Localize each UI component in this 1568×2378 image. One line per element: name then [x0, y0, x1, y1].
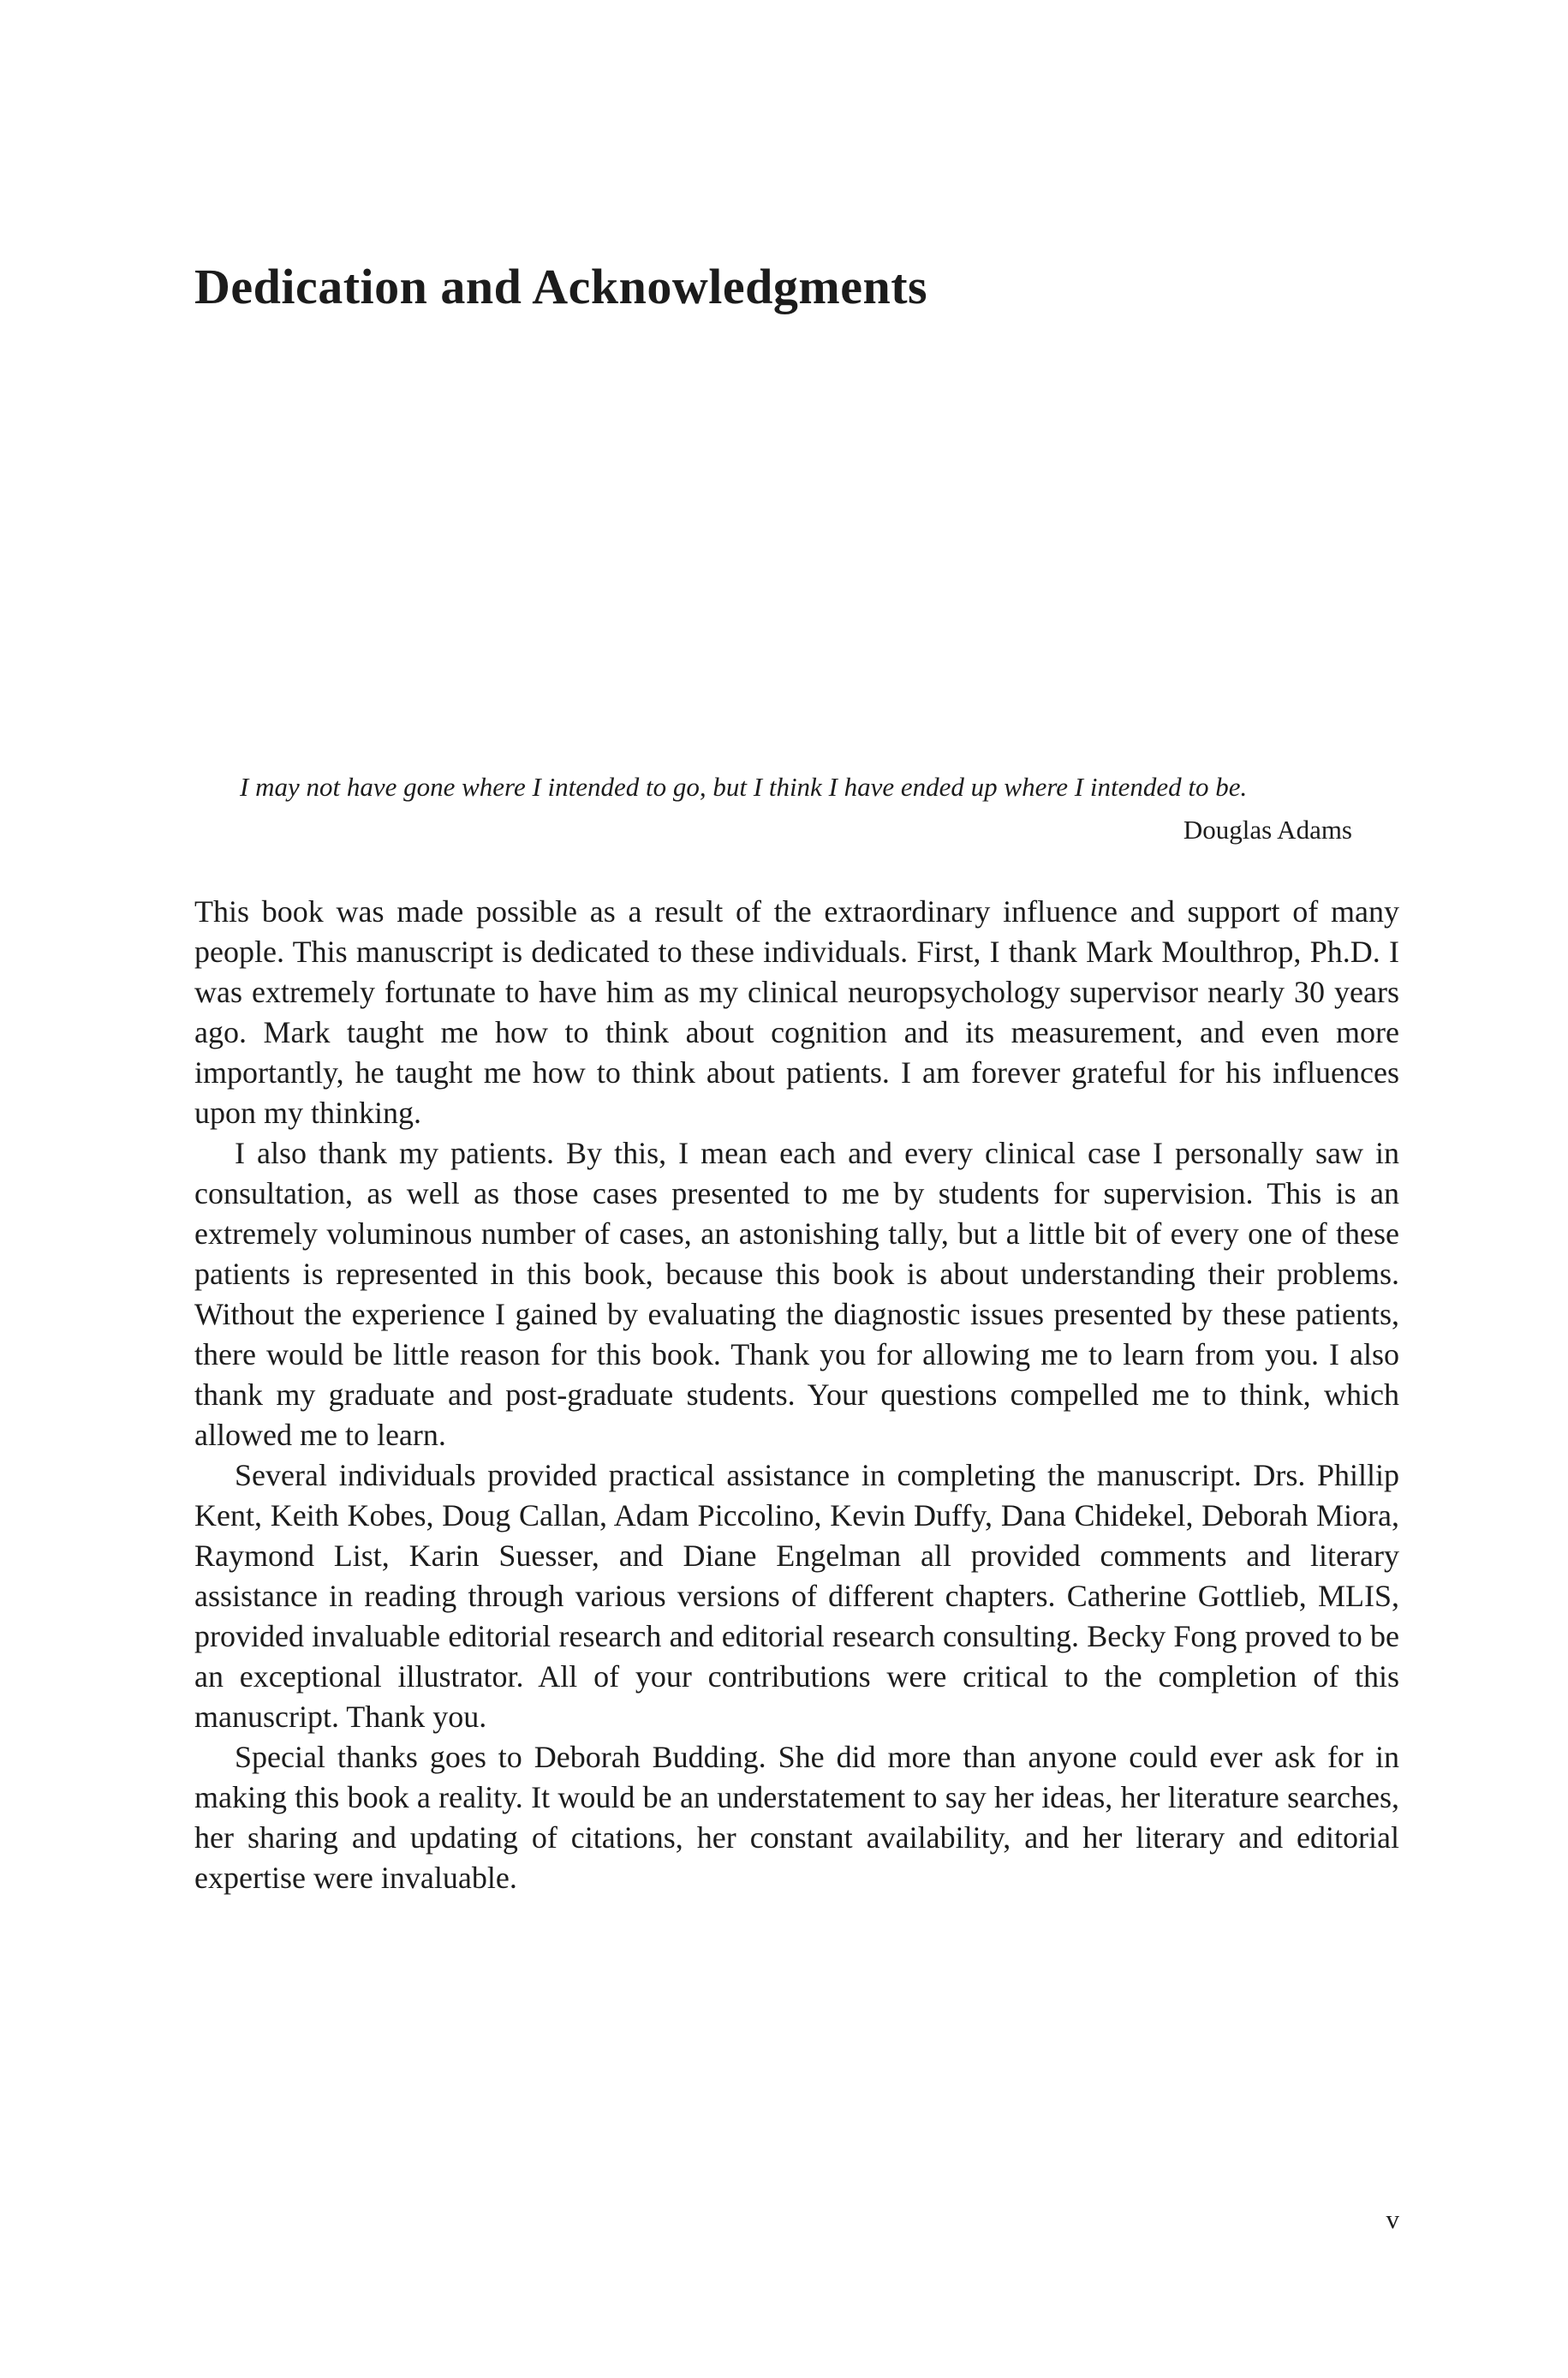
body-text	[194, 892, 1399, 1898]
epigraph-quote: I may not have gone where I intended to go, but I think I have ended up where I intended to be.	[240, 771, 1248, 802]
paragraph: Special thanks goes to Deborah Budding. She did more than anyone could ever ask for in making this book a reality. It would be an understatement to say her ideas, her literature searches, her sharing and updating of citations, her constant availability, and her literary and editorial expertise were invaluable.	[194, 1739, 1399, 1895]
page-title: Dedication and Acknowledgments	[194, 259, 928, 314]
paragraph: I also thank my patients. By this, I mean each and every clinical case I personally saw in consultation, as well as those cases presented to me by students for supervision. This is an extremely voluminous number of cases, an astonishing tally, but a little bit of every one of these patients is represented in this book, because this book is about understanding their problems. Without the experience I gained by evaluating the diagnostic issues presented by these patients, there would be little reason for this book. Thank you for allowing me to learn from you. I also thank my graduate and post-graduate students. Your questions compelled me to think, which allowed me to learn.	[194, 1135, 1399, 1452]
paragraph: Several individuals provided practical assistance in completing the manuscript. Drs. Phillip Kent, Keith Kobes, Doug Callan, Adam Piccolino, Kevin Duffy, Dana Chidekel, Deborah Miora, Raymond List, Karin Suesser, and Diane Engelman all provided comments and literary assistance in reading through various versions of different chapters. Catherine Gottlieb, MLIS, provided invaluable editorial research and editorial research consulting. Becky Fong proved to be an exceptional illustrator. All of your contributions were critical to the completion of this manuscript. Thank you.	[194, 1457, 1399, 1734]
epigraph	[240, 770, 1352, 847]
paragraph: This book was made possible as a result of the extraordinary influence and support of many people. This manuscript is dedicated to these individuals. First, I thank Mark Moulthrop, Ph.D. I was extremely fortunate to have him as my clinical neuropsychology supervisor nearly 30 years ago. Mark taught me how to think about cognition and its measurement, and even more importantly, he taught me how to think about patients. I am forever grateful for his influences upon my thinking.	[194, 893, 1399, 1130]
page-number: v	[1386, 2204, 1399, 2234]
epigraph-attribution: Douglas Adams	[1183, 814, 1352, 845]
